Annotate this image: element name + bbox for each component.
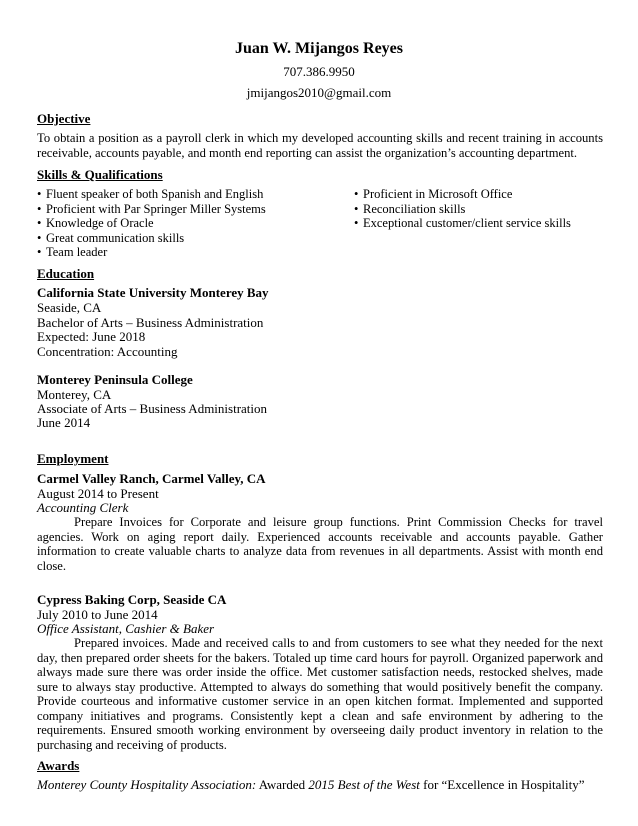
award-organization: Monterey County Hospitality Association: (37, 777, 257, 792)
school-date: June 2014 (37, 415, 91, 430)
phone-number: 707.386.9950 (283, 64, 355, 79)
award-line (37, 778, 584, 793)
list-item: • Exceptional customer/client service skills (354, 216, 571, 231)
email-address: jmijangos2010@gmail.com (246, 85, 392, 100)
job-dates: August 2014 to Present (37, 486, 159, 501)
school-location: Seaside, CA (37, 300, 102, 315)
school-degree: Bachelor of Arts – Business Administration (37, 315, 264, 330)
job-description: Prepared invoices. Made and received calls to and from customers to see what they needed for the next day, then prepared order sheets for the bakers. Totaled up time card hours for payroll. Organized paperwork and always made sure there was order inside the office. Met customer satisfaction needs, restocked shelves, made sure to always stay productive. Attempted to always do something that would positively benefit the company. Provide courteous and informative customer service in an open kitchen format. Implemented and supported company initiatives and programs. Consistently kept a clean and safe environment by adhering to the requirements. Ensured smooth working environment by overseeing daily product inventory in relation to the purchasing and receiving of products. (37, 636, 603, 752)
skills-list-right (354, 187, 571, 231)
list-item: • Reconciliation skills (354, 202, 571, 217)
skills-list-left (37, 187, 266, 260)
list-item: • Proficient in Microsoft Office (354, 187, 571, 202)
job-dates: July 2010 to June 2014 (37, 607, 158, 622)
list-item: • Fluent speaker of both Spanish and English (37, 187, 266, 202)
skills-heading: Skills & Qualifications (37, 167, 163, 182)
job-role: Office Assistant, Cashier & Baker (37, 621, 215, 636)
job-company: Cypress Baking Corp, Seaside CA (37, 592, 227, 607)
school-degree: Associate of Arts – Business Administration (37, 401, 268, 416)
award-name: 2015 Best of the West (308, 777, 420, 792)
objective-text: To obtain a position as a payroll clerk in which my developed accounting skills and recent training in accounts receivable, accounts payable, and month end reporting can assist the organization’s accounting department. (37, 131, 603, 160)
award-for-text: for “Excellence in Hospitality” (419, 777, 585, 792)
school-name: Monterey Peninsula College (37, 372, 193, 387)
objective-heading: Objective (37, 111, 91, 126)
job-role: Accounting Clerk (37, 500, 129, 515)
list-item: • Great communication skills (37, 231, 266, 246)
school-expected: Expected: June 2018 (37, 329, 146, 344)
school-location: Monterey, CA (37, 387, 112, 402)
job-description: Prepare Invoices for Corporate and leisure group functions. Print Commission Checks for travel agencies. Work on aging report daily. Experienced accounts receivable and accounts payable. Gather information to create valuable charts to analyze data from revenues in all departments. Assist with month end close. (37, 515, 603, 573)
applicant-name: Juan W. Mijangos Reyes (234, 40, 404, 57)
education-heading: Education (37, 266, 95, 281)
job-company: Carmel Valley Ranch, Carmel Valley, CA (37, 471, 266, 486)
list-item: • Team leader (37, 245, 266, 260)
school-name: California State University Monterey Bay (37, 285, 269, 300)
employment-heading: Employment (37, 451, 109, 466)
school-concentration: Concentration: Accounting (37, 344, 178, 359)
list-item: • Proficient with Par Springer Miller Systems (37, 202, 266, 217)
list-item: • Knowledge of Oracle (37, 216, 266, 231)
awards-heading: Awards (37, 758, 80, 773)
award-awarded-text: Awarded (256, 777, 309, 792)
